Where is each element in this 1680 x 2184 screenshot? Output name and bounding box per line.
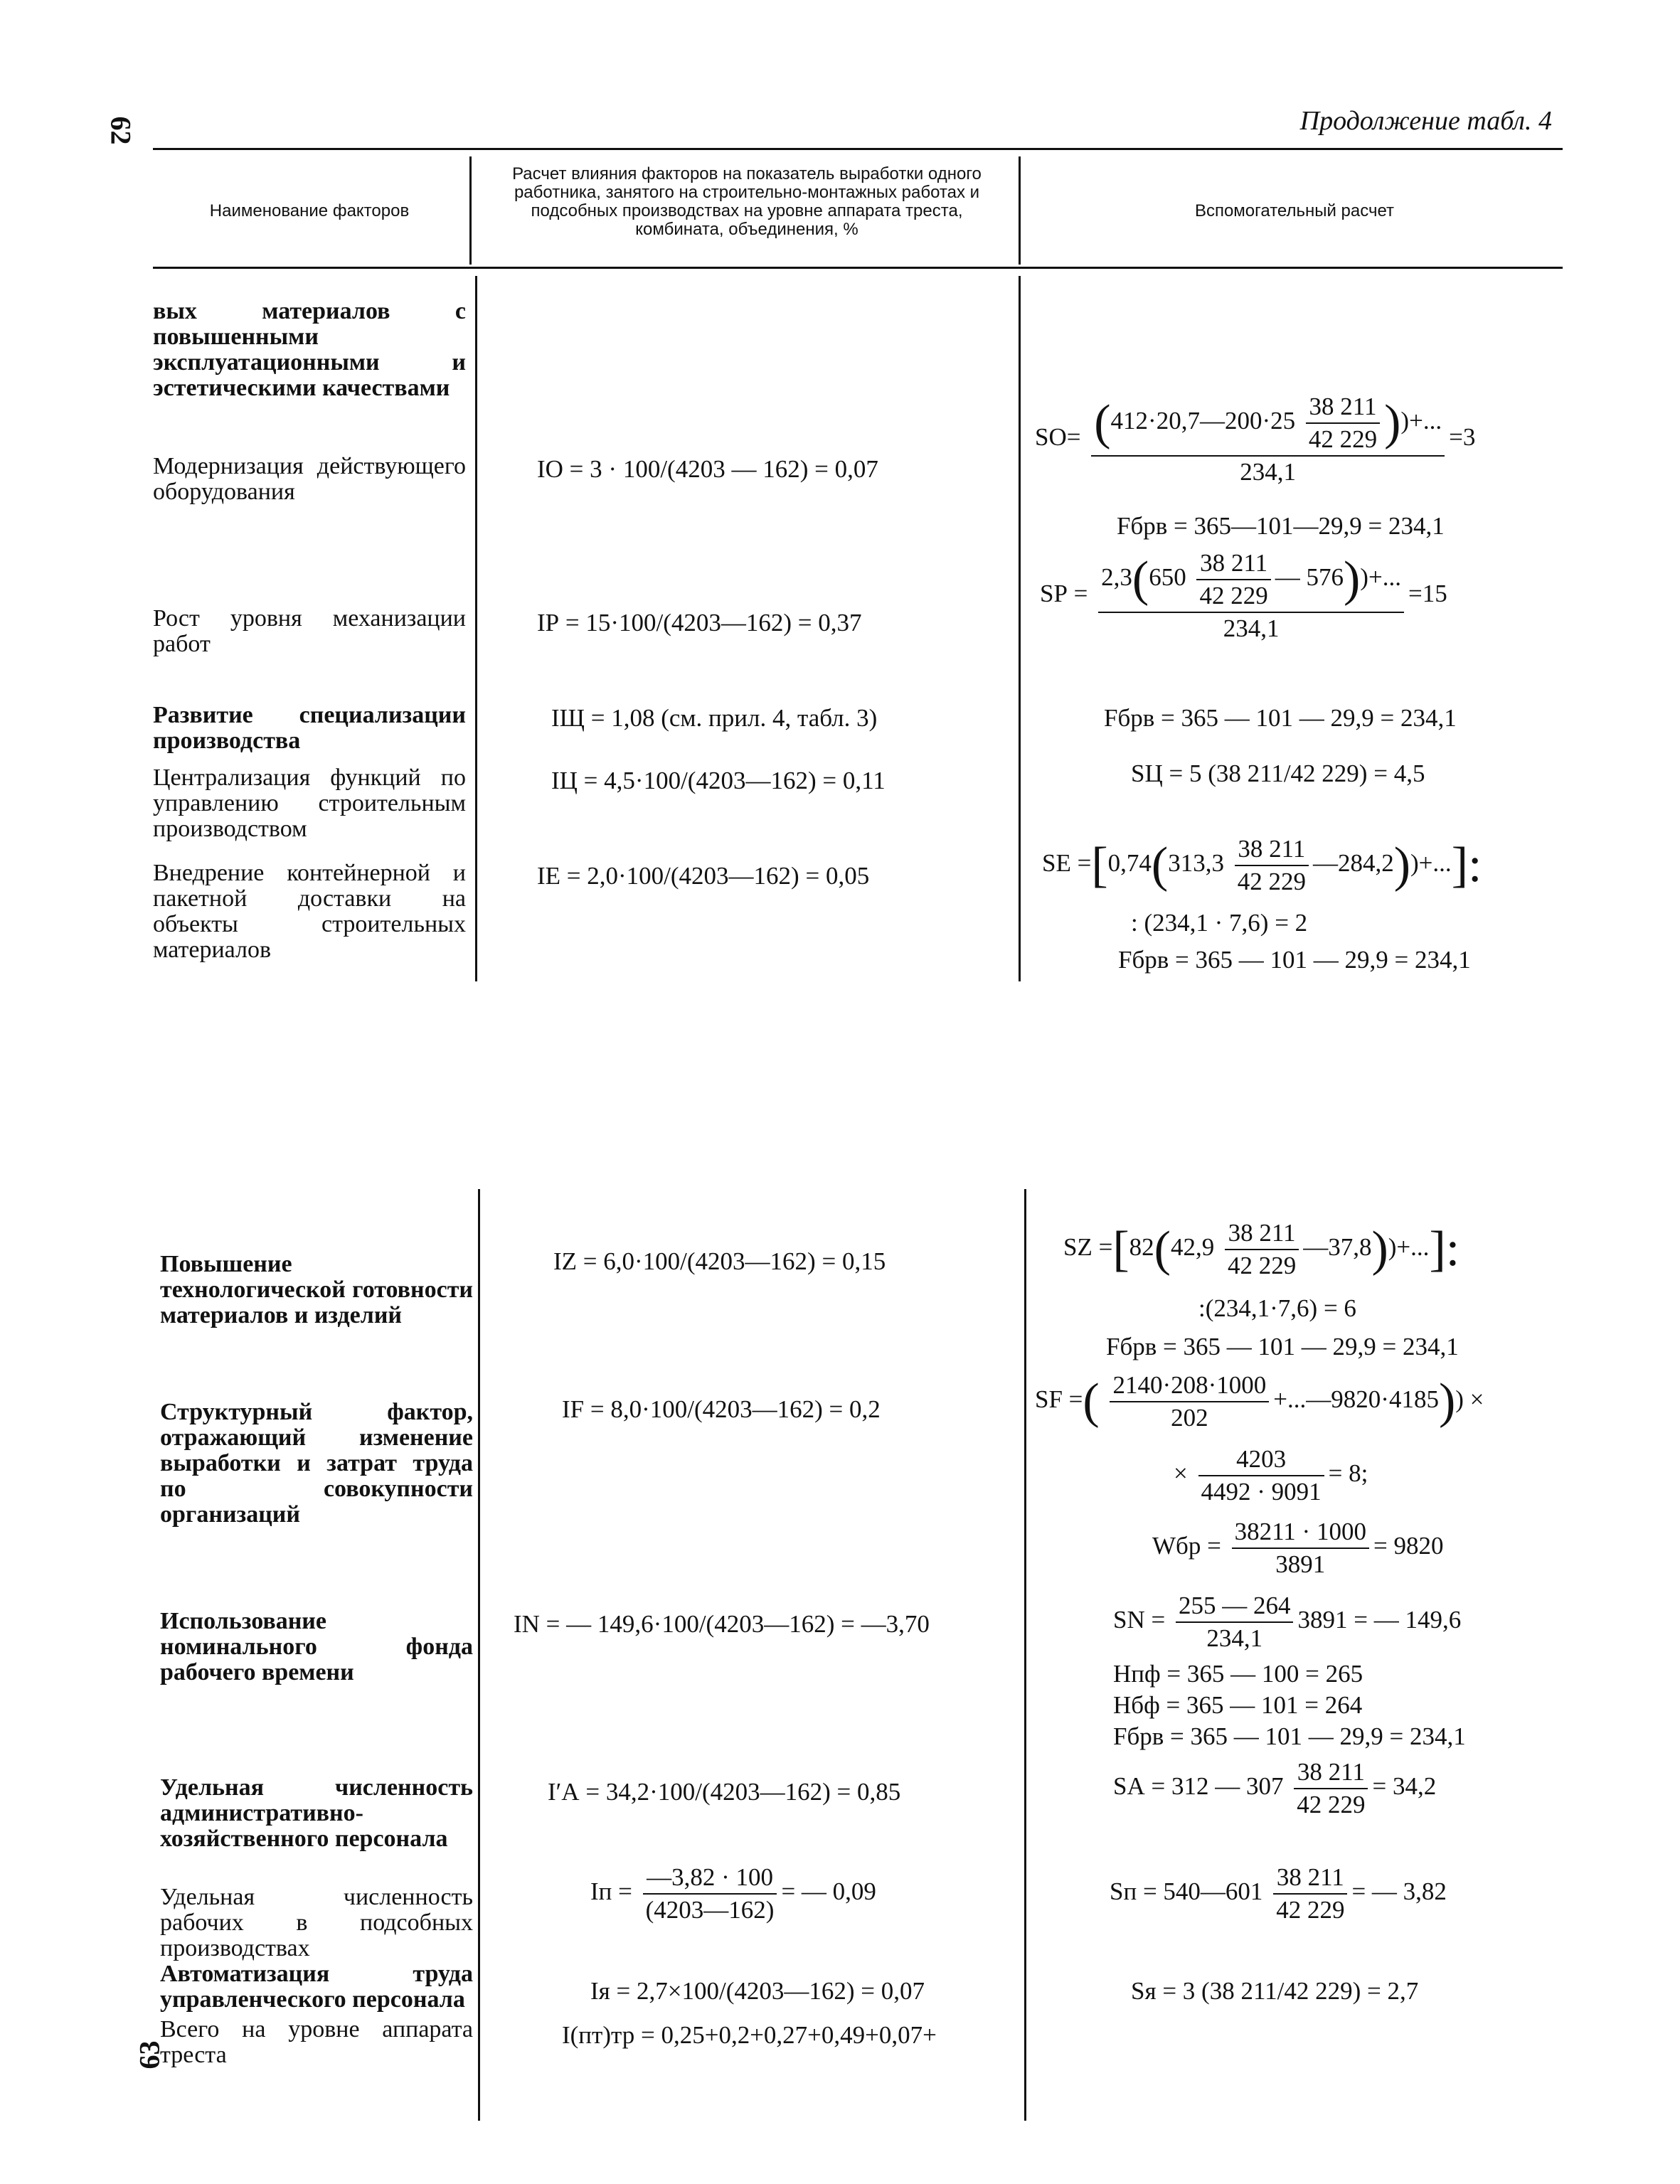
aux-automation: Sя = 3 (38 211/42 229) = 2,7: [1131, 1977, 1419, 2005]
factor-modernization: Модернизация действующего оборудования: [153, 453, 466, 505]
factor-specialization: Развитие специализации производства: [153, 702, 466, 754]
calc-centralization: IЦ = 4,5·100/(4203—162) = 0,11: [551, 767, 886, 794]
factor-centralization: Централизация функций по управлению строительным производством: [153, 765, 466, 842]
aux-modernization-fbrv: Fбрв = 365—101—29,9 = 234,1: [1117, 512, 1445, 540]
header-col-calc: Расчет влияния факторов на показатель выработки одного работника, занятого на строительно-монтажных работах и подсобных производствах на уровне аппарата треста, комбината, объединения, %: [512, 164, 982, 239]
aux-working-time-fbrv: Fбрв = 365 — 101 — 29,9 = 234,1: [1113, 1722, 1466, 1750]
header-divider-2: [1019, 156, 1021, 265]
col-divider-2-lower: [1024, 1189, 1026, 2121]
calc-automation: Iя = 2,7×100/(4203—162) = 0,07: [590, 1977, 925, 2005]
calc-mechanization: IР = 15·100/(4203—162) = 0,37: [537, 609, 862, 636]
aux-working-time-hbf: Hбф = 365 — 101 = 264: [1113, 1691, 1363, 1719]
factor-mechanization: Рост уровня механизации работ: [153, 605, 466, 657]
calc-auxiliary-workers: Iп = $\frac{—3,82 \cdot 100}{(4203—162)}$ = — 0,09: [590, 1863, 876, 1924]
aux-admin-staff-formula: SА = 312 — 307 $\frac{38 211}{42 229}$ = 34,2: [1113, 1758, 1437, 1818]
calc-working-time: IN = — 149,6·100/(4203—162) = —3,70: [514, 1610, 930, 1638]
factor-working-time: Использование номинального фонда рабочего времени: [160, 1608, 473, 1685]
factor-auxiliary-workers: Удельная численность рабочих в подсобных производствах: [160, 1884, 473, 1961]
col-divider-1-lower: [478, 1189, 480, 2121]
page-number-top: 62: [105, 116, 137, 145]
factor-automation: Автоматизация труда управленческого персонала: [160, 1961, 473, 2013]
factor-container-delivery: Внедрение контейнерной и пакетной доставки на объекты строительных материалов: [153, 860, 466, 963]
aux-working-time-hpf: Hпф = 365 — 100 = 265: [1113, 1660, 1363, 1688]
aux-tech-readiness-fbrv: Fбрв = 365 — 101 — 29,9 = 234,1: [1106, 1333, 1459, 1360]
page-number-bottom: 63: [133, 2040, 166, 2070]
aux-modernization-formula: SО= (412·20,7—200·25 $\frac{38 211}{42 229}$ ))+... 234,1 =3: [1035, 393, 1476, 486]
calc-container-delivery: IЕ = 2,0·100/(4203—162) = 0,05: [537, 862, 870, 890]
calc-specialization: IЩ = 1,08 (см. прил. 4, табл. 3): [551, 704, 878, 732]
calc-admin-staff: I′А = 34,2·100/(4203—162) = 0,85: [548, 1778, 901, 1806]
aux-structural-multiplier: × $\frac{4203}{4492 \cdot 9091}$ = 8;: [1174, 1445, 1368, 1506]
aux-specialization: Fбрв = 365 — 101 — 29,9 = 234,1: [1104, 704, 1457, 732]
calc-structural: IF = 8,0·100/(4203—162) = 0,2: [562, 1395, 881, 1423]
calc-total-trust: I(пт)тр = 0,25+0,2+0,27+0,49+0,07+: [562, 2021, 937, 2049]
header-bottom-rule: [153, 267, 1563, 269]
aux-structural-formula: SF =( $\frac{2140\cdot 208\cdot 1000}{202}$ +...—9820·4185)) ×: [1035, 1371, 1484, 1432]
aux-working-time-formula: SN = $\frac{255 — 264}{234,1}$ 3891 = — 149,6: [1113, 1592, 1462, 1652]
calc-modernization: IО = 3 · 100/(4203 — 162) = 0,07: [537, 455, 878, 483]
continuation-label: Продолжение табл. 4: [1299, 106, 1552, 136]
factor-tech-readiness: Повышение технологической готовности материалов и изделий: [160, 1251, 473, 1328]
col-divider-1-upper: [475, 276, 477, 981]
aux-tech-readiness-divisor: :(234,1·7,6) = 6: [1198, 1294, 1356, 1322]
header-divider-1: [469, 156, 472, 265]
col-divider-2-upper: [1019, 276, 1021, 981]
header-col-aux: Вспомогательный расчет: [1194, 201, 1395, 220]
aux-auxiliary-workers-formula: Sп = 540—601 $\frac{38 211}{42 229}$ = — 3,82: [1110, 1863, 1447, 1924]
aux-structural-wbr: Wбр = $\frac{38211 \cdot 1000}{3891}$ = 9820: [1152, 1518, 1444, 1578]
aux-container-formula: SЕ =[0,74(313,3 $\frac{38 211}{42 229}$ —284,2))+...]:: [1042, 835, 1482, 895]
factor-total-trust: Всего на уровне аппарата треста: [160, 2016, 473, 2068]
aux-tech-readiness-formula: SZ =[82(42,9 $\frac{38 211}{42 229}$ —37,8))+...]:: [1063, 1219, 1460, 1279]
table-top-rule: [153, 148, 1563, 150]
aux-container-fbrv: Fбрв = 365 — 101 — 29,9 = 234,1: [1118, 946, 1471, 974]
aux-container-divisor: : (234,1 · 7,6) = 2: [1131, 909, 1308, 937]
calc-tech-readiness: IZ = 6,0·100/(4203—162) = 0,15: [553, 1247, 886, 1275]
factor-materials-cont: вых материалов с повышенными эксплуатационными и эстетическими качествами: [153, 298, 466, 401]
factor-admin-staff: Удельная численность административно-хозяйственного персонала: [160, 1774, 473, 1852]
aux-mechanization-formula: SР = 2,3(650 $\frac{38 211}{42 229}$ — 576))+... 234,1 =15: [1040, 549, 1447, 642]
factor-structural: Структурный фактор, отражающий изменение выработки и затрат труда по совокупности организаций: [160, 1399, 473, 1528]
aux-centralization: SЦ = 5 (38 211/42 229) = 4,5: [1131, 760, 1425, 787]
header-col-factors: Наименование факторов: [209, 201, 410, 220]
